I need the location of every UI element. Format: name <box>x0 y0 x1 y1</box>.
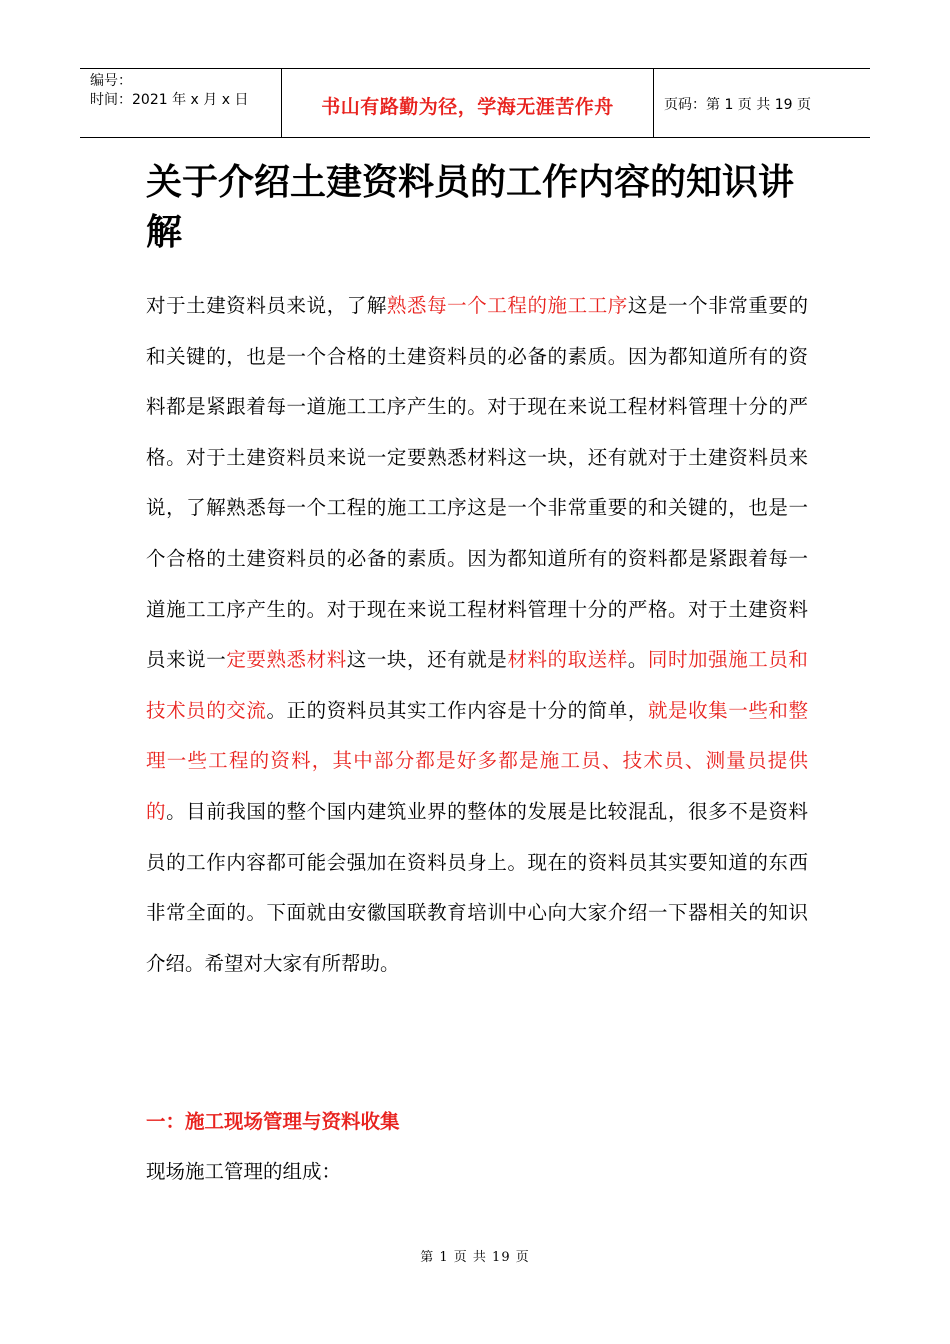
highlight-text: 材料的取送样 <box>507 648 628 672</box>
highlight-text: 就是收集一些和整理一些工程的资料，其中部分都是好多都是施工员、技术员、测量员提供的 <box>146 698 808 823</box>
document-date-label: 时间：2021 年 x 月 x 日 <box>90 92 249 108</box>
header-motto: 书山有路勤为径，学海无涯苦作舟 <box>282 69 654 137</box>
page-footer: 第 1 页 共 19 页 <box>420 1250 530 1265</box>
highlight-text: 熟悉每一个工程的施工工序 <box>386 294 628 317</box>
body-text-segment: 。 <box>627 648 648 672</box>
highlight-text: 同时加强施工员和技术员的交流 <box>146 648 808 722</box>
body-text-segment: 。正的资料员其实工作内容是十分的简单， <box>266 698 648 722</box>
document-title: 关于介绍土建资料员的工作内容的知识讲解 <box>146 162 795 253</box>
body-text-segment: 。目前我国的整个国内建筑业界的整体的发展是比较混乱，很多不是资料员的工作内容都可能会强加在资料员身上。现在的资料员其实要知道的东西非常全面的。下面就由安徽国联教育培训中心向大家介绍一下器相关的知识介绍。希望对大家有所帮助。 <box>146 799 808 975</box>
section-intro-line: 现场施工管理的组成： <box>146 1160 342 1183</box>
document-header <box>80 68 870 138</box>
body-paragraph <box>146 281 808 989</box>
section-heading: 一：施工现场管理与资料收集 <box>146 1110 400 1133</box>
highlight-text: 定要熟悉材料 <box>226 648 347 672</box>
header-page-info: 页码：第 1 页 共 19 页 <box>664 97 811 113</box>
header-meta <box>80 69 282 137</box>
body-text-segment: 这是一个非常重要的和关键的，也是一个合格的土建资料员的必备的素质。因为都知道所有的资料都是紧跟着每一道施工工序产生的。对于现在来说工程材料管理十分的严格。对于土建资料员来说一定要熟悉材料这一块，还有就对于土建资料员来说，了解熟悉每一个工程的施工工序这是一个非常重要的和关键的，也是一个合格的土建资料员的必备的素质。因为都知道所有的资料都是紧跟着每一道施工工序产生的。对于现在来说工程材料管理十分的严格。对于土建资料员来说一 <box>146 294 808 672</box>
body-text-segment: 对于土建资料员来说，了解 <box>146 294 387 317</box>
body-text-segment: 这一块，还有就是 <box>346 648 508 672</box>
document-number-label: 编号： <box>90 73 132 89</box>
